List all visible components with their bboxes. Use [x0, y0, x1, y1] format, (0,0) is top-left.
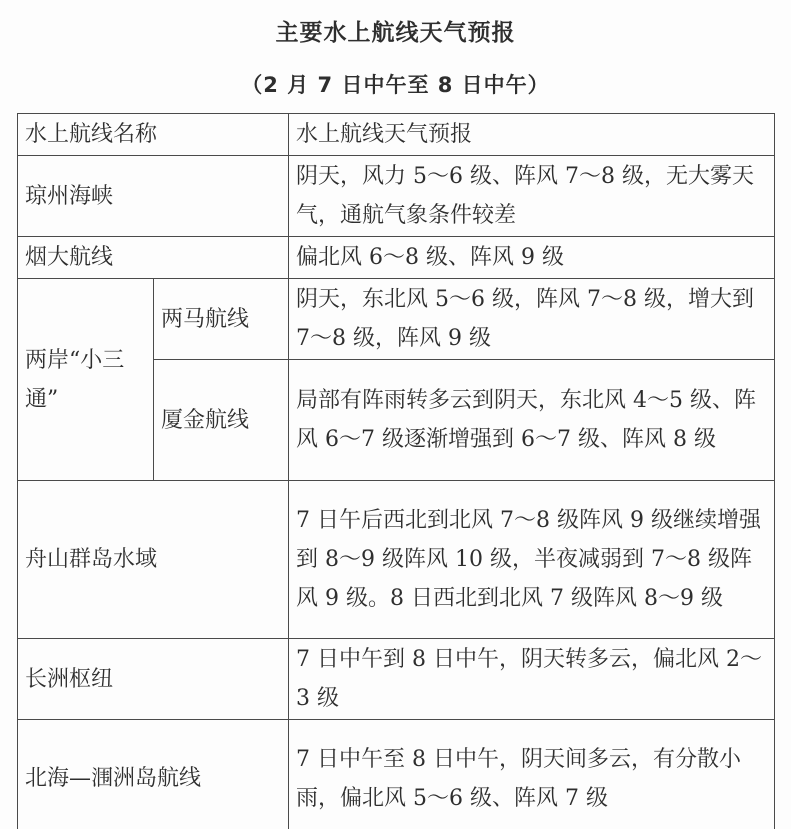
- route-name: 两马航线: [154, 279, 289, 360]
- route-name: 琼州海峡: [18, 156, 289, 237]
- table-row: [18, 279, 775, 360]
- route-forecast: 7 日中午到 8 日中午，阴天转多云，偏北风 2～3 级: [289, 639, 775, 720]
- table-row: [18, 237, 775, 279]
- route-forecast: 阴天，风力 5～6 级、阵风 7～8 级，无大雾天气，通航气象条件较差: [289, 156, 775, 237]
- route-group-name: 两岸“小三通”: [18, 279, 154, 481]
- route-forecast: 偏北风 6～8 级、阵风 9 级: [289, 237, 775, 279]
- header-forecast: 水上航线天气预报: [289, 114, 775, 156]
- route-name: 烟大航线: [18, 237, 289, 279]
- route-forecast: 7 日中午至 8 日中午，阴天间多云，有分散小雨，偏北风 5～6 级、阵风 7 级: [289, 720, 775, 829]
- route-forecast: 局部有阵雨转多云到阴天，东北风 4～5 级、阵风 6～7 级逐渐增强到 6～7 级、阵风 8 级: [289, 360, 775, 481]
- route-name: 舟山群岛水域: [18, 481, 289, 639]
- route-name: 厦金航线: [154, 360, 289, 481]
- table-header-row: [18, 114, 775, 156]
- table-row: [18, 156, 775, 237]
- page-title: 主要水上航线天气预报: [275, 20, 516, 46]
- forecast-table: [17, 113, 775, 829]
- route-forecast: 7 日午后西北到北风 7～8 级阵风 9 级继续增强到 8～9 级阵风 10 级，半夜减弱到 7～8 级阵风 9 级。8 日西北到北风 7 级阵风 8～9 级: [289, 481, 775, 639]
- route-name: 北海—涠洲岛航线: [18, 720, 289, 829]
- route-forecast: 阴天，东北风 5～6 级，阵风 7～8 级，增大到 7～8 级，阵风 9 级: [289, 279, 775, 360]
- page-subtitle: （2 月 7 日中午至 8 日中午）: [241, 73, 550, 97]
- table-row: [18, 720, 775, 829]
- route-name: 长洲枢纽: [18, 639, 289, 720]
- header-route-name: 水上航线名称: [18, 114, 289, 156]
- table-row: [18, 481, 775, 639]
- table-row: [18, 639, 775, 720]
